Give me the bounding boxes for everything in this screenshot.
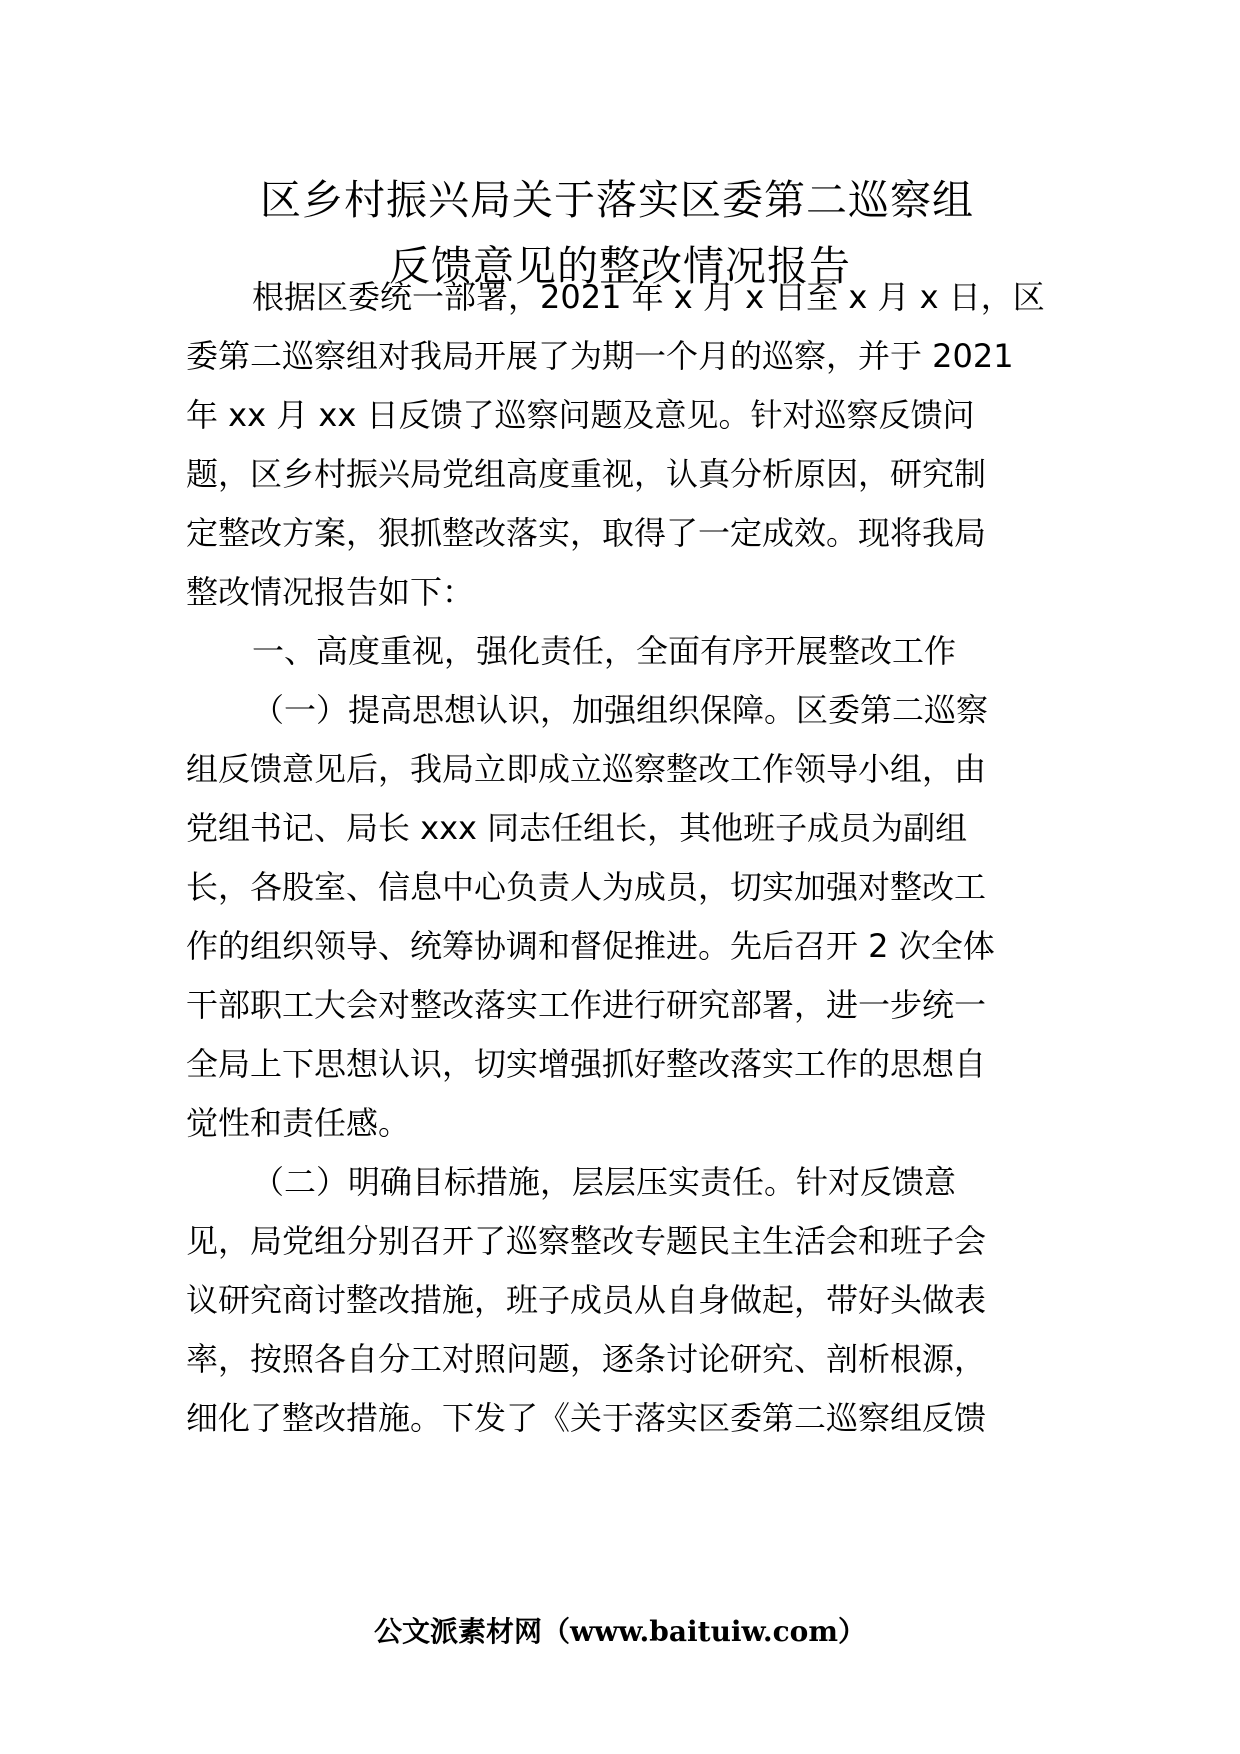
body-line: 见，局党组分别召开了巡察整改专题民主生活会和班子会 [186,1222,987,1260]
body-line: 全局上下思想认识，切实增强抓好整改落实工作的思想自 [186,1045,987,1083]
body-line: （二）明确目标措施，层层压实责任。针对反馈意 [252,1163,957,1201]
body-line: 觉性和责任感。 [186,1104,411,1142]
body-line: 干部职工大会对整改落实工作进行研究部署，进一步统一 [186,986,987,1024]
document-title-line-2: 反馈意见的整改情况报告 [389,242,851,290]
body-line: 题，区乡村振兴局党组高度重视，认真分析原因，研究制 [186,455,987,493]
body-line: 细化了整改措施。下发了《关于落实区委第二巡察组反馈 [186,1399,987,1437]
body-line: 作的组织领导、统筹协调和督促推进。先后召开 2 次全体 [186,927,995,965]
body-line: 委第二巡察组对我局开展了为期一个月的巡察，并于 2021 [186,337,1014,375]
body-line: 长，各股室、信息中心负责人为成员，切实加强对整改工 [186,868,987,906]
body-line: 整改情况报告如下： [186,573,475,611]
body-line: 组反馈意见后，我局立即成立巡察整改工作领导小组，由 [186,750,987,788]
body-line: 率，按照各自分工对照问题，逐条讨论研究、剖析根源， [186,1340,987,1378]
footer-watermark: 公文派素材网（www.baituiw.com） [374,1615,866,1648]
body-line: 党组书记、局长 xxx 同志任组长，其他班子成员为副组 [186,809,968,847]
document-title-line-1: 区乡村振兴局关于落实区委第二巡察组 [260,176,974,224]
body-line: 根据区委统一部署，2021 年 x 月 x 日至 x 月 x 日，区 [252,278,1045,316]
body-line: 年 xx 月 xx 日反馈了巡察问题及意见。针对巡察反馈问 [186,396,975,434]
body-line: 定整改方案，狠抓整改落实，取得了一定成效。现将我局 [186,514,987,552]
body-line: （一）提高思想认识，加强组织保障。区委第二巡察 [252,691,989,729]
section-heading: 一、高度重视，强化责任，全面有序开展整改工作 [252,632,957,670]
body-line: 议研究商讨整改措施，班子成员从自身做起，带好头做表 [186,1281,987,1319]
